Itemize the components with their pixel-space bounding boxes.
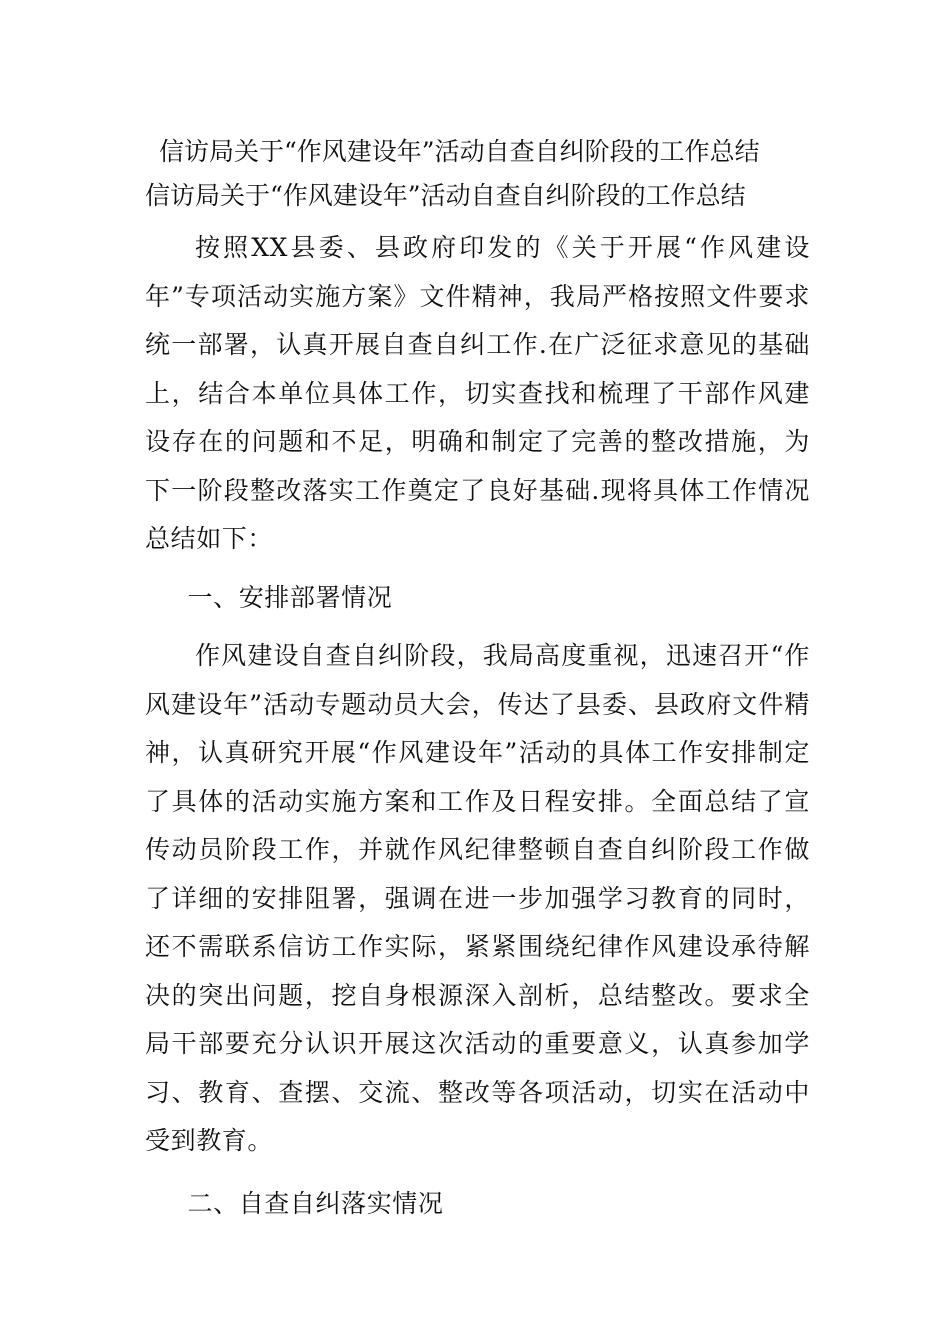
section-heading-arrangement: 一、安排部署情况 <box>187 582 393 612</box>
document-body <box>145 130 810 1238</box>
document-title: 信访局关于“作风建设年”活动自查自纠阶段的工作总结 <box>159 137 760 166</box>
intro-paragraph: 按照XX县委、县政府印发的《关于开展“作风建设年”专项活动实施方案》文件精神，我局严格按照文件要求统一部署，认真开展自查自纠工作.在广泛征求意见的基础上，结合本单位具体工作，切实查找和梳理了干部作风建设存在的问题和不足，明确和制定了完善的整改措施，为下一阶段整改落实工作奠定了良好基础.现将具体工作情况总结如下： <box>145 233 810 553</box>
section-paragraph-arrangement: 作风建设自查自纠阶段，我局高度重视，迅速召开“作风建设年”活动专题动员大会，传达了县委、县政府文件精神，认真研究开展“作风建设年”活动的具体工作安排制定了具体的活动实施方案和工作及日程安排。全面总结了宣传动员阶段工作，并就作风纪律整顿自查自纠阶段工作做了详细的安排阻署，强调在进一步加强学习教育的同时，还不需联系信访工作实际，紧紧围绕纪律作风建设承待解决的突出问题，挖自身根源深入剖析，总结整改。要求全局干部要充分认识开展这次活动的重要意义，认真参加学习、教育、查摆、交流、整改等各项活动，切实在活动中受到教育。 <box>145 641 810 1155</box>
section-heading-self-inspection: 二、自查自纠落实情况 <box>187 1188 444 1218</box>
document-subtitle: 信访局关于“作风建设年”活动自查自纠阶段的工作总结 <box>145 181 746 210</box>
